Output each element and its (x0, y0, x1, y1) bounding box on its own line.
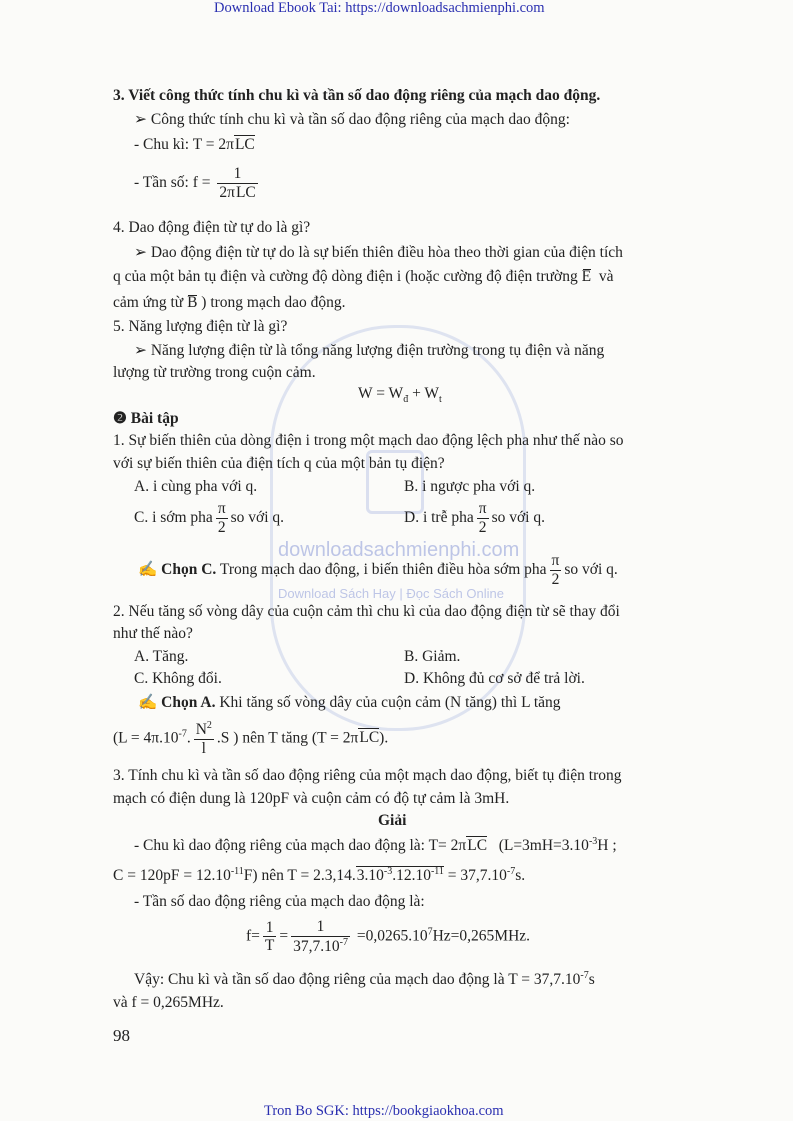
ex3-solution-frequency: - Tần số dao động riêng của mạch dao động là: (134, 893, 425, 910)
ex1-option-b: B. i ngược pha với q. (404, 478, 536, 495)
ex3-frequency-formula: f= $\frac{1}{T}$ = $\frac{1}{37,7.10^{-7}}$ $=0,0265.10^7Hz=0,265MHz$. (246, 918, 531, 955)
ex2-line1: 2. Nếu tăng số vòng dây của cuộn cảm thì chu kì của dao động điện từ sẽ thay đổi (113, 603, 620, 620)
ex3-line2: mạch có điện dung là 120pF và cuộn cảm có độ tự cảm là 3mH. (113, 790, 510, 807)
q3-title: 3. Viết công thức tính chu kì và tần số dao động riêng của mạch dao động. (113, 87, 601, 104)
ex3-conclusion-line1: Vậy: Chu kì và tần số dao động riêng của mạch dao động là $T = 37,7.10^{-7}s$ (134, 970, 595, 989)
q5-line2: lượng từ trường trong cuộn cảm. (113, 364, 316, 381)
ex1-option-a: A. i cùng pha với q. (134, 478, 258, 495)
q4-title: 4. Dao động điện từ tự do là gì? (113, 219, 311, 236)
watermark-site: downloadsachmienphi.com (278, 539, 520, 561)
ex1-line1: 1. Sự biến thiên của dòng điện i trong một mạch dao động lệch pha như thế nào so (113, 432, 624, 449)
q5-line1: ➢ Năng lượng điện từ là tổng năng lượng điện trường trong tụ điện và năng (134, 342, 605, 359)
ex2-line2: như thế nào? (113, 625, 193, 642)
ex3-solution-heading: Giải (378, 812, 407, 829)
ex1-option-c: C. i sớm pha $\frac{\pi}{2}$ so với q. (134, 500, 285, 536)
ex2-option-c: C. Không đổi. (134, 670, 222, 687)
ex2-formula: ($L = 4\pi.10^{-7}$. $\frac{N^2}{l}$ .S ) nên T tăng (T = 2πLC). (113, 720, 389, 757)
page-number: 98 (113, 1026, 130, 1045)
ex2-option-b: B. Giảm. (404, 648, 461, 665)
q3-answer: ➢ Công thức tính chu kì và tần số dao động riêng của mạch dao động: (134, 111, 570, 128)
ex3-solution-period-calc: $C = 120pF = 12.10^{-11}F$) nên $T = 2.3,14.3.10^{-3}.12.10^{-11} = 37,7.10^{-7}s$. (113, 866, 526, 885)
exercises-heading: ❷ Bài tập (113, 410, 179, 427)
q5-title: 5. Năng lượng điện từ là gì? (113, 318, 288, 335)
ex3-conclusion-line2: và f = 0,265MHz. (113, 994, 224, 1011)
q4-line2: q của một bản tụ điện và cường độ dòng điện i (hoặc cường độ điện trường E và (113, 268, 614, 285)
ex1-option-d: D. i trễ pha $\frac{\pi}{2}$ so với q. (404, 500, 545, 536)
watermark-tagline: Download Sách Hay | Đọc Sách Online (278, 586, 504, 601)
q4-line1: ➢ Dao động điện từ tự do là sự biến thiên điều hòa theo thời gian của điện tích (134, 244, 623, 261)
ex3-solution-period: - Chu kì dao động riêng của mạch dao động là: T= 2πLC ($L=3mH=3.10^{-3}H$ ; (134, 836, 617, 855)
q3-period-formula: - Chu kì: T = 2πLC (134, 136, 255, 153)
ex2-answer: ✍ Chọn A. Khi tăng số vòng dây của cuộn cảm (N tăng) thì L tăng (138, 694, 561, 711)
q3-frequency-formula: - Tần số: f = $\frac{1}{\text{2πLC}}$ (134, 165, 256, 201)
ex3-line1: 3. Tính chu kì và tần số dao động riêng của một mạch dao động, biết tụ điện trong (113, 767, 622, 784)
q5-energy-equation: $W = W_đ + W_t$ (358, 385, 442, 406)
q4-line3: cảm ứng từ B ) trong mạch dao động. (113, 294, 346, 311)
ex1-line2: với sự biến thiên của điện tích q của một bản tụ điện? (113, 455, 445, 472)
ex2-option-a: A. Tăng. (134, 648, 189, 665)
ex2-option-d: D. Không đủ cơ sở để trả lời. (404, 670, 585, 687)
header-download-link[interactable]: Download Ebook Tai: https://downloadsachmienphi.com (214, 0, 545, 16)
footer-sgk-link[interactable]: Tron Bo SGK: https://bookgiaokhoa.com (264, 1103, 504, 1119)
ex1-answer: ✍ Chọn C. Trong mạch dao động, i biến thiên điều hòa sớm pha $\frac{\pi}{2}$ so với q. (138, 552, 618, 588)
